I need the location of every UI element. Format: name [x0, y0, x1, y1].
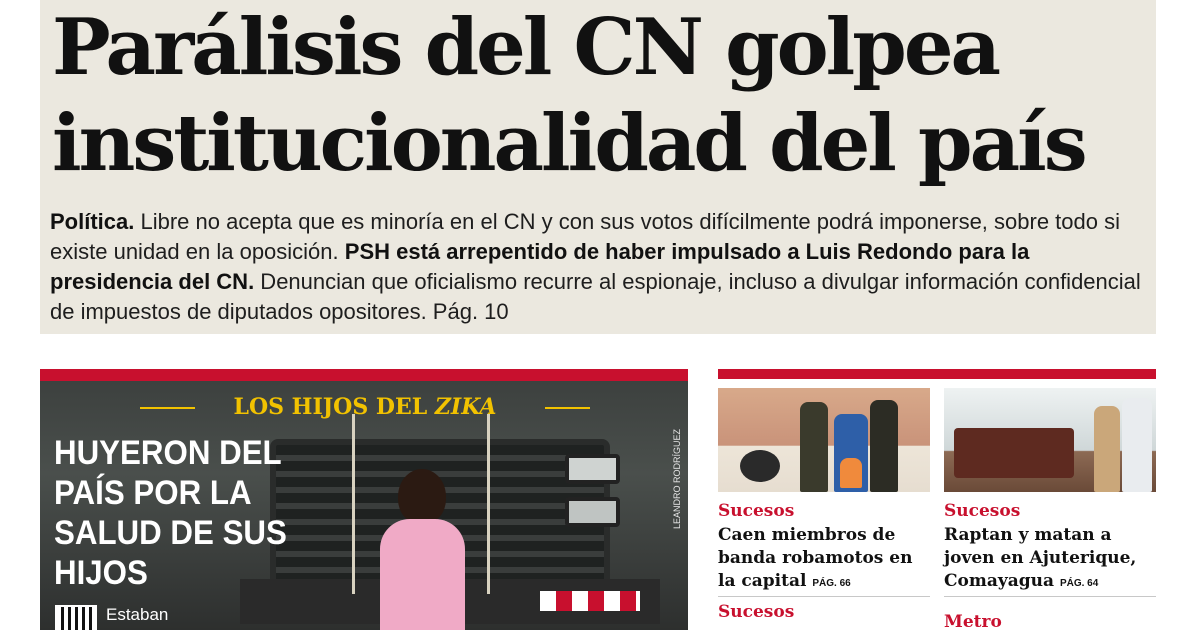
swing-rope	[352, 414, 355, 594]
news-headline[interactable]	[944, 524, 1156, 595]
news-section-label[interactable]: Metro	[944, 612, 1002, 630]
feature-title[interactable]: HUYERON DEL PAÍS POR LA SALUD DE SUS HIJOS	[54, 434, 287, 592]
feature-kicker	[140, 394, 590, 422]
swing-rope	[487, 414, 490, 594]
headline-line-2: institucionalidad del país	[52, 98, 1085, 189]
deck-bold-text: PSH está arrepentido de haber impulsado a Luis Redondo para la presidencia del CN.	[50, 239, 1030, 294]
police-figure	[800, 402, 828, 492]
bumper-stripe	[540, 591, 640, 611]
truck-headlight	[565, 497, 620, 527]
feature-teaser: Estaban	[106, 605, 169, 624]
kicker-plain: LOS HIJOS DEL	[233, 394, 435, 420]
main-headline[interactable]	[52, 0, 1162, 192]
kicker-italic: ZIKA	[434, 394, 497, 420]
news-page-ref: PÁG. 66	[812, 578, 851, 589]
person-figure	[1122, 398, 1152, 492]
news-page-ref: PÁG. 64	[1059, 578, 1099, 589]
police-figure	[870, 400, 898, 492]
feature-story[interactable]	[40, 369, 688, 630]
kicker-text	[140, 394, 590, 420]
deck-text-2: Denuncian que oficialismo recurre al espionaje, incluso a divulgar información confidencial de impuestos de diputados opositores. Pág. 10	[50, 269, 1141, 324]
headline-deck	[50, 207, 1150, 327]
news-section-label[interactable]: Sucesos	[718, 501, 795, 521]
photo-credit: LEANDRO RODRÍGUEZ	[672, 428, 682, 529]
deck-text-1: Libre no acepta que es minoría en el CN y con sus votos difícilmente podrá imponerse, sobre todo si existe unidad en la oposición.	[50, 209, 1120, 264]
girl-head	[398, 469, 446, 524]
news-section-label[interactable]: Sucesos	[718, 602, 795, 622]
news-section-label[interactable]: Sucesos	[944, 501, 1021, 521]
girl-dress	[380, 519, 465, 630]
headline-line-1: Parálisis del CN golpea	[52, 2, 998, 93]
news-photo-arrest[interactable]	[718, 388, 930, 492]
coffin-shape	[954, 428, 1074, 478]
news-headline-text: Caen miembros de banda robamotos en la capital	[718, 525, 913, 591]
motorcycle-shape	[740, 450, 780, 482]
news-headline-text: Raptan y matan a joven en Ajuterique, Comayagua	[944, 525, 1137, 591]
feature-red-bar	[40, 369, 688, 381]
truck-headlight	[565, 454, 620, 484]
news-divider	[944, 596, 1156, 597]
qr-code-icon[interactable]	[55, 605, 97, 630]
news-column-red-bar	[718, 369, 1156, 379]
news-photo-funeral[interactable]	[944, 388, 1156, 492]
news-headline[interactable]	[718, 524, 930, 595]
news-divider	[718, 596, 930, 597]
girl-on-swing-illustration	[380, 469, 465, 630]
deck-section-label: Política.	[50, 209, 135, 234]
person-figure	[1094, 406, 1120, 492]
detainee-shorts	[840, 458, 862, 488]
